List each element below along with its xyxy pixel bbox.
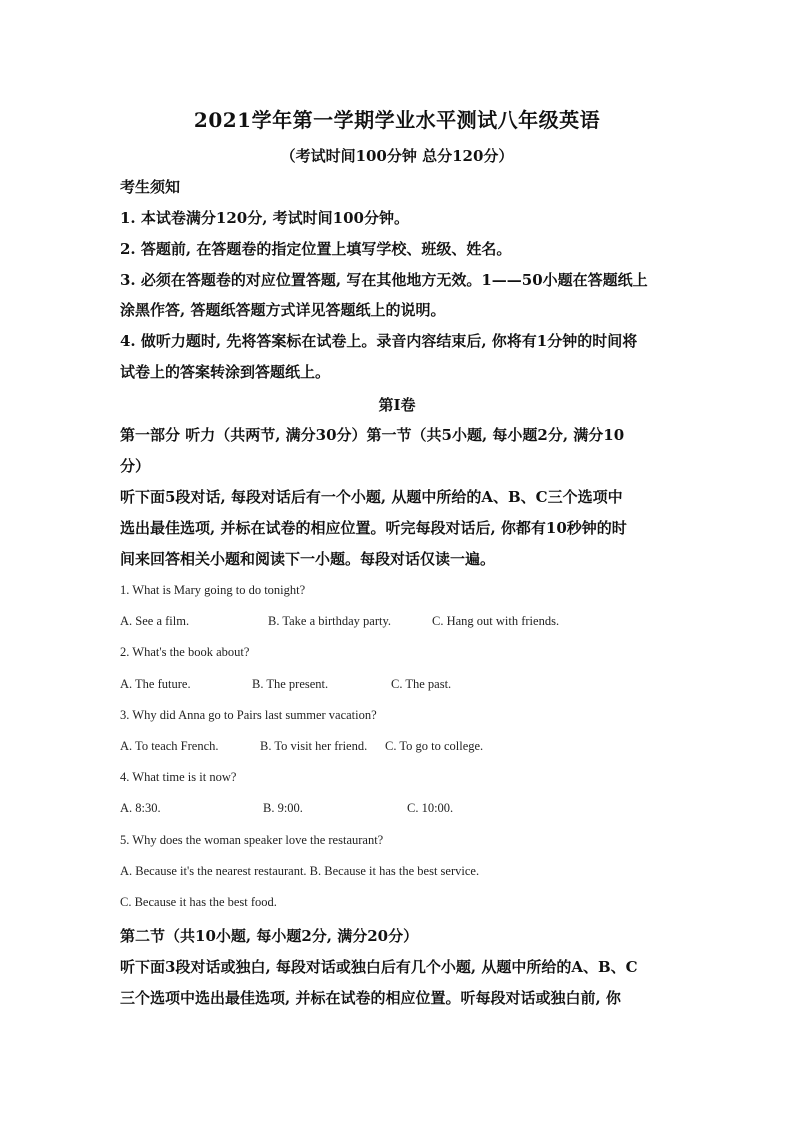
notice-item: 1. 本试卷满分120分, 考试时间100分钟。: [120, 209, 409, 227]
part1-instruction: 间来回答相关小题和阅读下一小题。每段对话仅读一遍。: [120, 550, 496, 568]
part2-heading: 第二节（共10小题, 每小题2分, 满分20分）: [120, 927, 419, 945]
part1-instruction: 听下面5段对话, 每段对话后有一个小题, 从题中所给的A、B、C三个选项中: [120, 488, 623, 506]
notice-item: 试卷上的答案转涂到答题纸上。: [120, 363, 331, 381]
option-a: A. 8:30.: [120, 801, 161, 815]
question-stem: 2. What's the book about?: [120, 645, 250, 659]
option-b: B. To visit her friend.: [260, 739, 368, 753]
option-c: C. The past.: [391, 677, 452, 691]
part2-instruction: 听下面3段对话或独白, 每段对话或独白后有几个小题, 从题中所给的A、B、C: [120, 958, 638, 976]
option-b: B. The present.: [252, 677, 329, 691]
notice-item: 4. 做听力题时, 先将答案标在试卷上。录音内容结束后, 你将有1分钟的时间将: [120, 332, 638, 350]
option-c: C. Because it has the best food.: [120, 895, 277, 909]
exam-title: 2021学年第一学期学业水平测试八年级英语: [193, 108, 601, 132]
notice-item: 涂黑作答, 答题纸答题方式详见答题纸上的说明。: [120, 301, 446, 319]
option-a: A. See a film.: [120, 614, 190, 628]
part1-heading-cont: 分）: [120, 457, 151, 475]
part1-instruction: 选出最佳选项, 并标在试卷的相应位置。听完每段对话后, 你都有10秒钟的时: [120, 519, 627, 537]
question-stem: 4. What time is it now?: [120, 770, 237, 784]
option-a: A. The future.: [120, 677, 191, 691]
option-b: B. Take a birthday party.: [268, 614, 392, 628]
notice-heading: 考生须知: [120, 178, 181, 196]
notice-item: 3. 必须在答题卷的对应位置答题, 写在其他地方无效。1——50小题在答题纸上: [120, 271, 648, 289]
option-c: C. Hang out with friends.: [432, 614, 560, 628]
option-a: A. To teach French.: [120, 739, 219, 753]
option-c: C. To go to college.: [385, 739, 484, 753]
question-stem: 5. Why does the woman speaker love the restaurant?: [120, 833, 384, 847]
option-c: C. 10:00.: [407, 801, 454, 815]
volume-title: 第I卷: [378, 396, 416, 414]
question-stem: 3. Why did Anna go to Pairs last summer vacation?: [120, 708, 377, 722]
option-a-b: A. Because it's the nearest restaurant. B. Because it has the best service.: [120, 864, 480, 878]
exam-subtitle: （考试时间100分钟 总分120分）: [280, 147, 514, 165]
part1-heading: 第一部分 听力（共两节, 满分30分）第一节（共5小题, 每小题2分, 满分10: [120, 426, 625, 444]
option-b: B. 9:00.: [263, 801, 303, 815]
question-stem: 1. What is Mary going to do tonight?: [120, 583, 306, 597]
notice-item: 2. 答题前, 在答题卷的指定位置上填写学校、班级、姓名。: [120, 240, 512, 258]
part2-instruction: 三个选项中选出最佳选项, 并标在试卷的相应位置。听每段对话或独白前, 你: [120, 989, 621, 1007]
